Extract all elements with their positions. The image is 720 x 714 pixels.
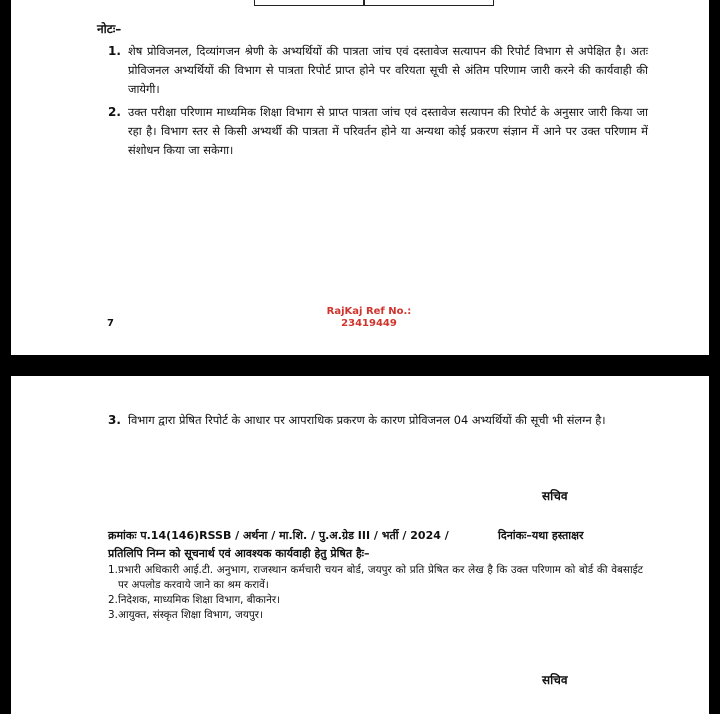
page-number: 7 <box>107 318 114 329</box>
note-item <box>108 42 648 99</box>
note-number: 1. <box>108 44 121 58</box>
list-item-number: 1. <box>108 564 118 576</box>
table-fragment <box>254 0 494 6</box>
list-item <box>108 608 643 623</box>
dinank-date: दिनांकः–यथा हस्ताक्षर <box>498 529 584 542</box>
note-text: विभाग द्वारा प्रेषित रिपोर्ट के आधार पर आपराधिक प्रकरण के कारण प्रोविजनल 04 अभ्यर्थियों की सूची भी संलग्न है। <box>128 413 606 427</box>
note-item <box>108 103 648 160</box>
note-text: शेष प्रोविजनल, दिव्यांगजन श्रेणी के अभ्यर्थियों की पात्रता जांच एवं दस्तावेज सत्यापन की रिपोर्ट विभाग से अपेक्षित है। अतः प्रोविजनल अभ्यर्थियों की विभाग से पात्रता रिपोर्ट प्राप्त होने पर वरियता सूची से अंतिम परिणाम जारी करने की कार्यवाही की जायेगी। <box>128 44 648 96</box>
signature-secretary: सचिव <box>542 673 568 687</box>
rajkaj-label: RajKaj Ref No.: <box>326 306 412 317</box>
list-item-text: आयुक्त, संस्कृत शिक्षा विभाग, जयपुर। <box>118 609 263 621</box>
note-heading: नोटः– <box>97 22 122 36</box>
note-number: 2. <box>108 105 121 119</box>
note-number: 3. <box>108 413 121 427</box>
list-item <box>108 563 643 593</box>
copy-heading: प्रतिलिपि निम्न को सूचनार्थ एवं आवश्यक कार्यवाही हेतु प्रेषित हैः– <box>108 547 370 560</box>
rajkaj-number: 23419449 <box>341 318 397 329</box>
table-divider <box>363 0 365 6</box>
list-item-text: प्रभारी अधिकारी आई.टी. अनुभाग, राजस्थान कर्मचारी चयन बोर्ड, जयपुर को प्रति प्रेषित कर लेख है कि उक्त परिणाम को बोर्ड की वेबसाईट पर अपलोड करवाये जाने का श्रम करावें। <box>118 564 643 591</box>
kramank-number: क्रमांकः प.14(146)RSSB / अर्थना / मा.शि. / पु.अ.ग्रेड III / भर्ती / 2024 / <box>108 529 449 542</box>
list-item-number: 2. <box>108 594 118 606</box>
list-item-text: निदेशक, माध्यमिक शिक्षा विभाग, बीकानेर। <box>118 594 281 606</box>
list-item-number: 3. <box>108 609 118 621</box>
note-item <box>108 411 648 430</box>
rajkaj-reference <box>313 306 425 330</box>
reference-row <box>108 528 638 543</box>
signature-secretary: सचिव <box>542 489 568 503</box>
document-page-top <box>0 0 720 355</box>
list-item <box>108 593 643 608</box>
note-text: उक्त परीक्षा परिणाम माध्यमिक शिक्षा विभाग से प्राप्त पात्रता जांच एवं दस्तावेज सत्यापन की रिपोर्ट के अनुसार जारी किया जा रहा है। विभाग स्तर से किसी अभ्यर्थी की पात्रता में परिवर्तन होने या अन्यथा कोई प्रकरण संज्ञान में आने पर उक्त परिणाम में संशोधन किया जा सकेगा। <box>128 105 648 157</box>
copy-list <box>108 563 643 623</box>
document-page-bottom <box>0 376 720 714</box>
